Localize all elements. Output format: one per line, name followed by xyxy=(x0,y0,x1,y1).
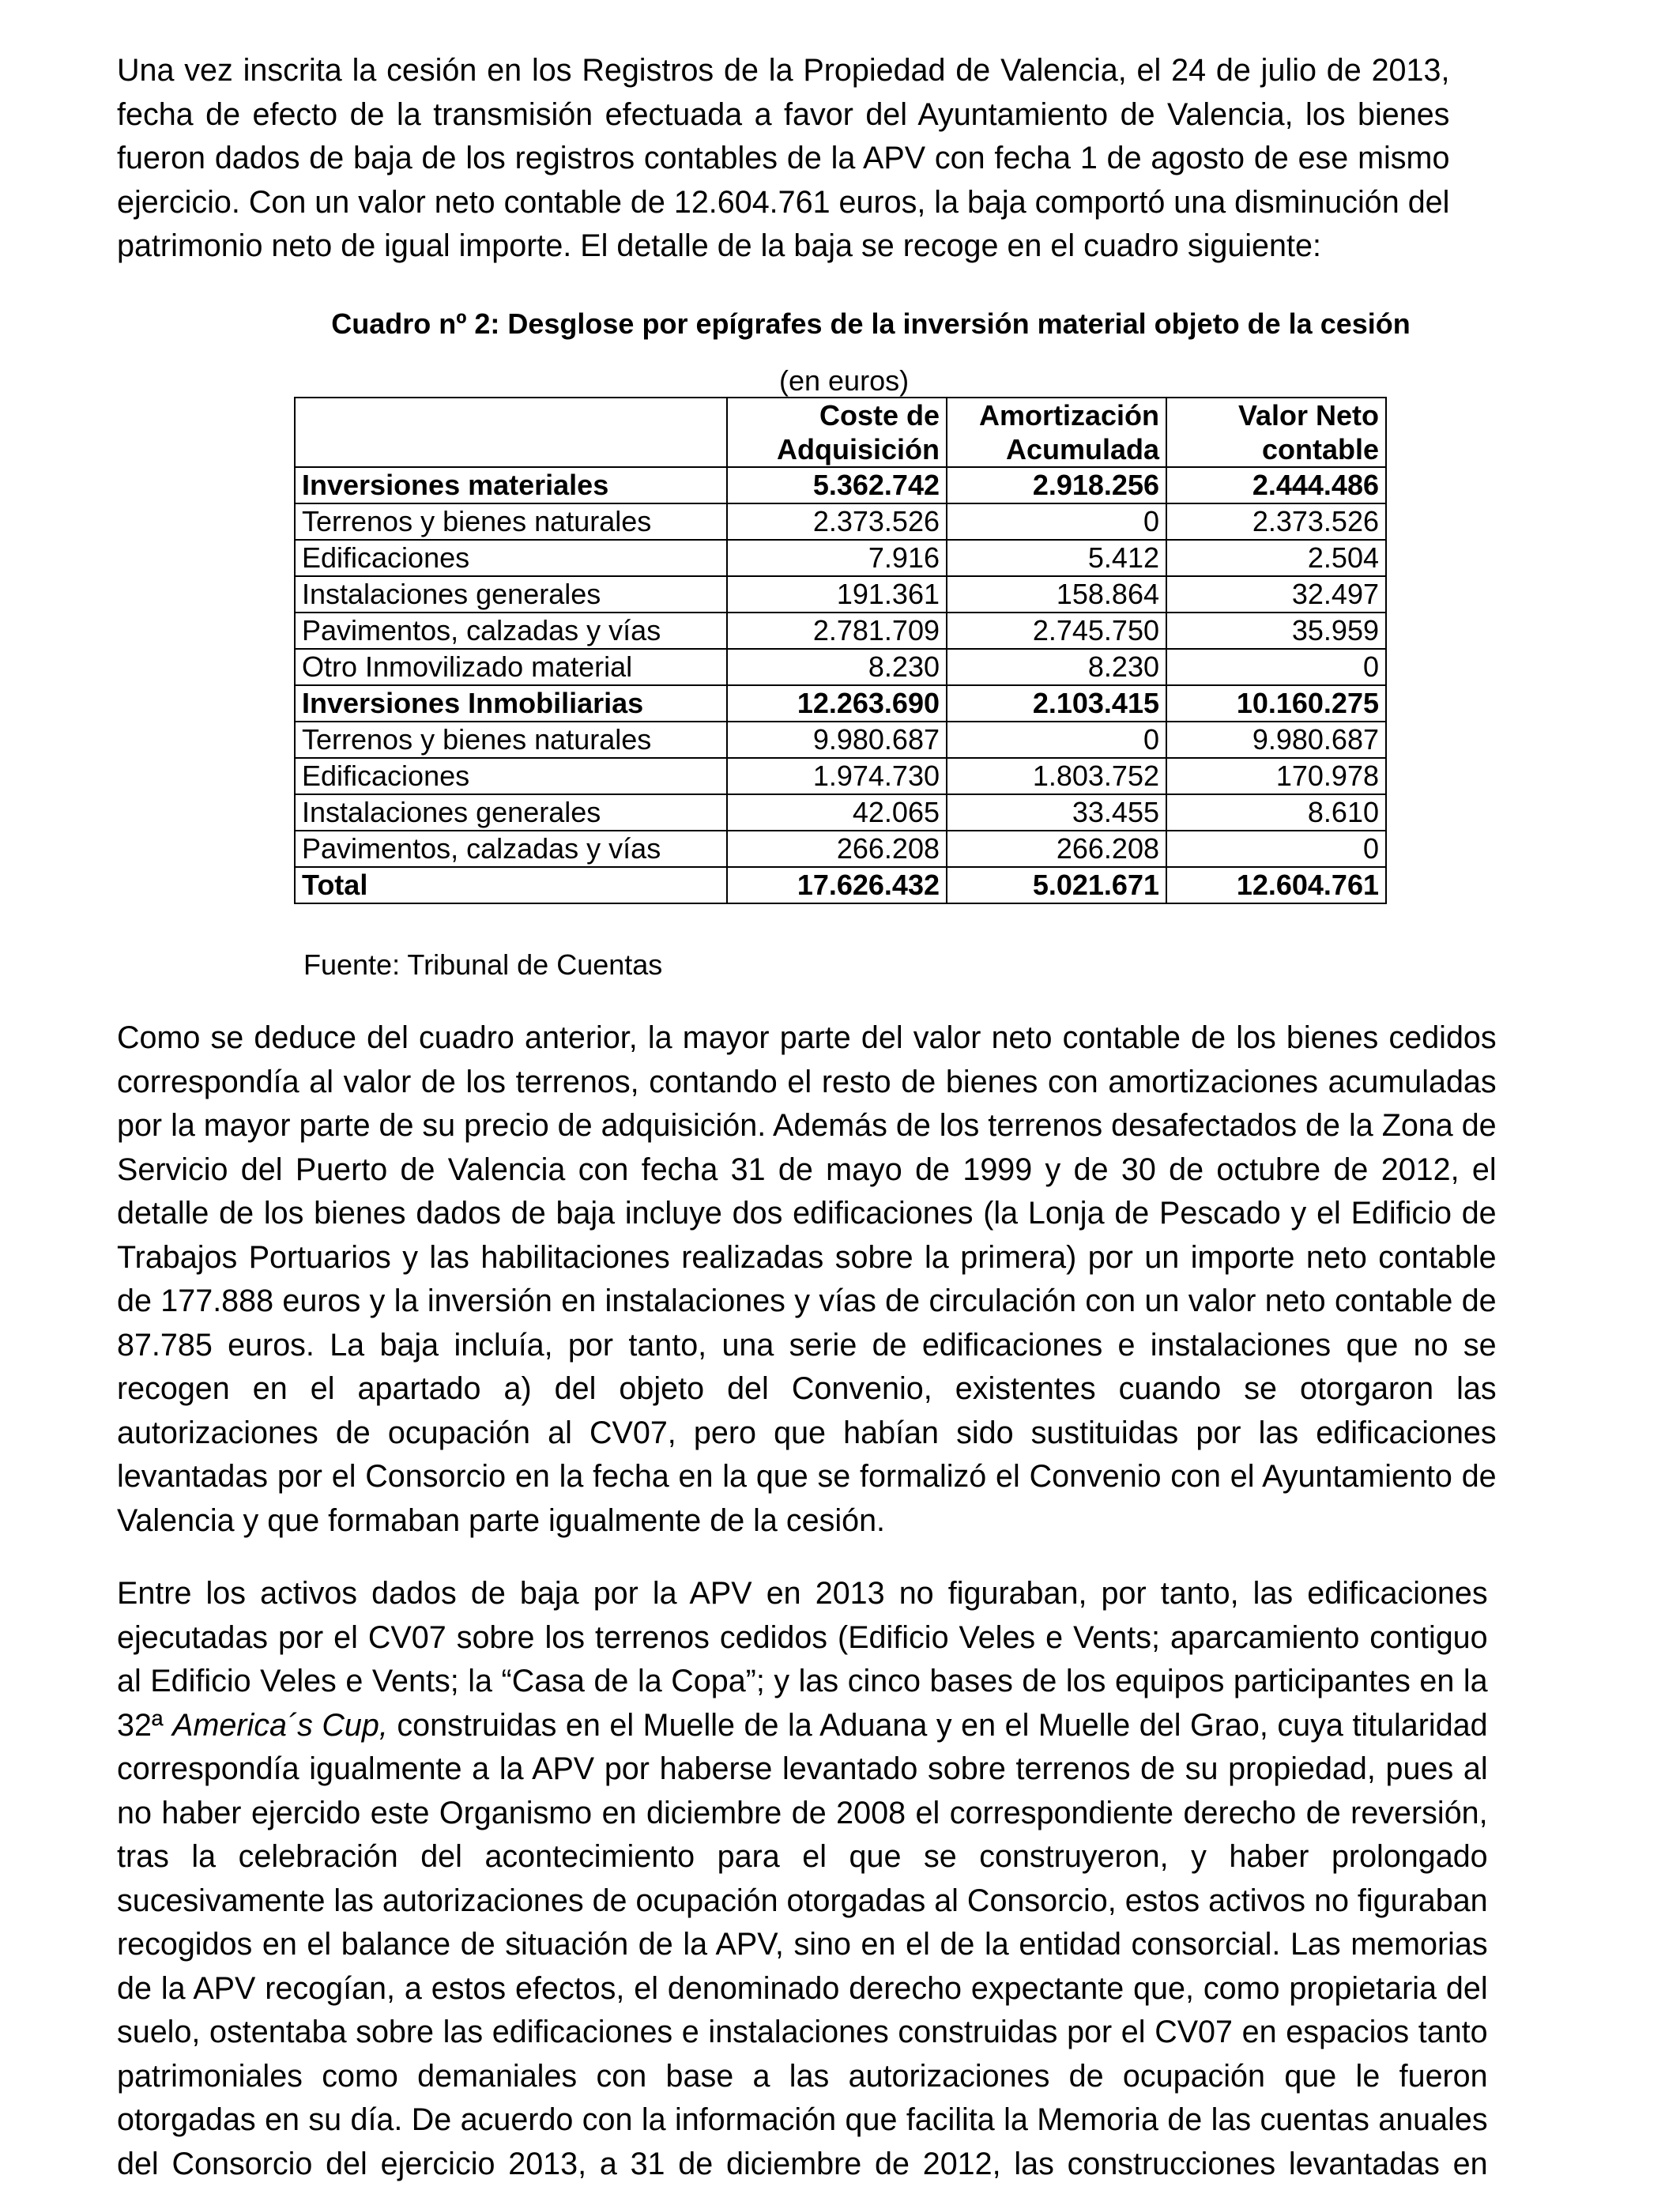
text-line: del Consorcio del ejercicio 2013, a 31 de diciembre de 2012, las construcciones levantadas en xyxy=(117,2146,1488,2181)
header-coste xyxy=(727,398,947,467)
event-name: America´s Cup, xyxy=(172,1707,388,1743)
text-line-mixed xyxy=(117,1704,1488,1748)
table-title: Cuadro nº 2: Desglose por epígrafes de la inversión material objeto de la cesión xyxy=(331,307,1411,340)
cell-coste: 42.065 xyxy=(727,794,947,831)
cell-coste: 5.362.742 xyxy=(727,467,947,503)
row-label: Otro Inmovilizado material xyxy=(295,649,727,685)
cell-amortizacion: 2.103.415 xyxy=(947,685,1166,722)
cell-amortizacion: 5.021.671 xyxy=(947,867,1166,903)
table-header-row xyxy=(295,398,1386,467)
table-row xyxy=(295,685,1386,722)
table-body xyxy=(295,467,1386,903)
header-valor-neto-line2: contable xyxy=(1261,433,1379,466)
table-row xyxy=(295,867,1386,903)
cell-valor-neto: 0 xyxy=(1166,649,1386,685)
cell-amortizacion: 266.208 xyxy=(947,831,1166,867)
cell-coste: 266.208 xyxy=(727,831,947,867)
text-line: levantadas por el Consorcio en la fecha en la que se formalizó el Convenio con el Ayuntamiento de xyxy=(117,1459,1497,1494)
text-line: Entre los activos dados de baja por la APV en 2013 no figuraban, por tanto, las edificaciones xyxy=(117,1576,1488,1611)
text-line: recogen en el apartado a) del objeto del Convenio, existentes cuando se otorgaron las xyxy=(117,1371,1497,1406)
text-line: Trabajos Portuarios y las habilitaciones realizadas sobre la primera) por un importe neto contable xyxy=(117,1239,1497,1275)
cell-valor-neto: 0 xyxy=(1166,831,1386,867)
row-label: Total xyxy=(295,867,727,903)
row-label: Inversiones materiales xyxy=(295,467,727,503)
table-row xyxy=(295,649,1386,685)
cell-valor-neto: 2.444.486 xyxy=(1166,467,1386,503)
cell-valor-neto: 12.604.761 xyxy=(1166,867,1386,903)
cell-amortizacion: 2.918.256 xyxy=(947,467,1166,503)
text-line: detalle de los bienes dados de baja incluye dos edificaciones (la Lonja de Pescado y el Edificio de xyxy=(117,1196,1497,1231)
cell-amortizacion: 5.412 xyxy=(947,540,1166,576)
cell-coste: 2.781.709 xyxy=(727,613,947,649)
text-line: por la mayor parte de su precio de adquisición. Además de los terrenos desafectados de la Zona de xyxy=(117,1108,1497,1143)
text-line: correspondía al valor de los terrenos, contando el resto de bienes con amortizaciones acumuladas xyxy=(117,1064,1497,1099)
paragraph-analysis xyxy=(117,1016,1497,1543)
table-row xyxy=(295,722,1386,758)
table-row xyxy=(295,540,1386,576)
cell-valor-neto: 2.504 xyxy=(1166,540,1386,576)
text-line: fecha de efecto de la transmisión efectuada a favor del Ayuntamiento de Valencia, los bienes xyxy=(117,96,1450,132)
cell-valor-neto: 35.959 xyxy=(1166,613,1386,649)
row-label: Edificaciones xyxy=(295,540,727,576)
row-label: Instalaciones generales xyxy=(295,794,727,831)
text-line: correspondía igualmente a la APV por haberse levantado sobre terrenos de su propiedad, pues al xyxy=(117,1751,1488,1786)
table-row xyxy=(295,794,1386,831)
cell-valor-neto: 8.610 xyxy=(1166,794,1386,831)
cell-coste: 1.974.730 xyxy=(727,758,947,794)
cell-coste: 2.373.526 xyxy=(727,503,947,540)
row-label: Edificaciones xyxy=(295,758,727,794)
row-label: Pavimentos, calzadas y vías xyxy=(295,831,727,867)
row-label: Inversiones Inmobiliarias xyxy=(295,685,727,722)
table-row xyxy=(295,467,1386,503)
cell-coste: 7.916 xyxy=(727,540,947,576)
text-line: fueron dados de baja de los registros contables de la APV con fecha 1 de agosto de ese mismo xyxy=(117,141,1450,175)
header-amortizacion xyxy=(947,398,1166,467)
text-line: recogidos en el balance de situación de la APV, sino en el de la entidad consorcial. Las memorias xyxy=(117,1927,1488,1962)
table-row xyxy=(295,758,1386,794)
text-line: ejecutadas por el CV07 sobre los terrenos cedidos (Edificio Veles e Vents; aparcamiento contiguo xyxy=(117,1619,1488,1655)
cell-valor-neto: 2.373.526 xyxy=(1166,503,1386,540)
table-source: Fuente: Tribunal de Cuentas xyxy=(303,948,663,981)
text-line: 87.785 euros. La baja incluía, por tanto, una serie de edificaciones e instalaciones que no se xyxy=(117,1327,1497,1363)
row-label: Terrenos y bienes naturales xyxy=(295,503,727,540)
header-coste-line2: Adquisición xyxy=(777,433,940,466)
cell-valor-neto: 32.497 xyxy=(1166,576,1386,613)
text-line: Valencia y que formaban parte igualmente de la cesión. xyxy=(117,1502,886,1538)
header-amortizacion-line2: Acumulada xyxy=(1005,433,1159,466)
cell-amortizacion: 8.230 xyxy=(947,649,1166,685)
header-coste-line1: Coste de xyxy=(819,399,940,432)
row-label: Terrenos y bienes naturales xyxy=(295,722,727,758)
cell-coste: 12.263.690 xyxy=(727,685,947,722)
text-line: no haber ejercido este Organismo en diciembre de 2008 el correspondiente derecho de reversión, xyxy=(117,1795,1488,1830)
cell-amortizacion: 158.864 xyxy=(947,576,1166,613)
cell-valor-neto: 10.160.275 xyxy=(1166,685,1386,722)
cell-valor-neto: 9.980.687 xyxy=(1166,722,1386,758)
table-row xyxy=(295,831,1386,867)
text-line: otorgadas en su día. De acuerdo con la información que facilita la Memoria de las cuentas anuales xyxy=(117,2102,1488,2137)
cell-coste: 8.230 xyxy=(727,649,947,685)
cell-amortizacion: 0 xyxy=(947,503,1166,540)
row-label: Instalaciones generales xyxy=(295,576,727,613)
header-valor-neto xyxy=(1166,398,1386,467)
cell-coste: 9.980.687 xyxy=(727,722,947,758)
text-fragment: construidas en el Muelle de la Aduana y en el Muelle del Grao, cuya titularidad xyxy=(387,1707,1488,1743)
header-amortizacion-line1: Amortización xyxy=(978,399,1159,432)
table-row xyxy=(295,576,1386,613)
text-line: patrimoniales como demaniales con base a las autorizaciones de ocupación que le fueron xyxy=(117,2058,1488,2094)
table-row xyxy=(295,613,1386,649)
cell-coste: 191.361 xyxy=(727,576,947,613)
row-label: Pavimentos, calzadas y vías xyxy=(295,613,727,649)
text-line: Servicio del Puerto de Valencia con fecha 31 de mayo de 1999 y de 30 de octubre de 2012, el xyxy=(117,1152,1497,1187)
cell-coste: 17.626.432 xyxy=(727,867,947,903)
cell-amortizacion: 2.745.750 xyxy=(947,613,1166,649)
text-line: suelo, ostentaba sobre las edificaciones e instalaciones construidas por el CV07 en espacios tanto xyxy=(117,2015,1488,2049)
cell-amortizacion: 0 xyxy=(947,722,1166,758)
text-line: de la APV recogían, a estos efectos, el denominado derecho expectante que, como propietaria del xyxy=(117,1970,1488,2006)
table-units: (en euros) xyxy=(779,364,910,397)
header-valor-neto-line1: Valor Neto xyxy=(1237,399,1379,432)
table-row xyxy=(295,503,1386,540)
text-line: al Edificio Veles e Vents; la “Casa de la Copa”; y las cinco bases de los equipos participantes en la xyxy=(117,1664,1488,1698)
cell-valor-neto: 170.978 xyxy=(1166,758,1386,794)
header-empty-cell xyxy=(295,398,727,467)
text-line: Una vez inscrita la cesión en los Registros de la Propiedad de Valencia, el 24 de julio de 2013, xyxy=(117,53,1450,88)
text-line: patrimonio neto de igual importe. El detalle de la baja se recoge en el cuadro siguiente: xyxy=(117,228,1321,263)
cell-amortizacion: 1.803.752 xyxy=(947,758,1166,794)
text-line: autorizaciones de ocupación al CV07, pero que habían sido sustituidas por las edificaciones xyxy=(117,1415,1497,1450)
paragraph-intro xyxy=(117,49,1449,269)
text-line: tras la celebración del acontecimiento para el que se construyeron, y haber prolongado xyxy=(117,1839,1488,1874)
text-line: de 177.888 euros y la inversión en instalaciones y vías de circulación con un valor neto contable de xyxy=(117,1284,1497,1318)
text-line: ejercicio. Con un valor neto contable de 12.604.761 euros, la baja comportó una disminución del xyxy=(117,184,1450,220)
text-line: Como se deduce del cuadro anterior, la mayor parte del valor neto contable de los bienes cedidos xyxy=(117,1020,1497,1055)
paragraph-assets xyxy=(117,1572,1488,2186)
ordinal-text: 32ª xyxy=(117,1707,173,1743)
breakdown-table xyxy=(294,397,1387,904)
text-line: sucesivamente las autorizaciones de ocupación otorgadas al Consorcio, estos activos no figuraban xyxy=(117,1883,1488,1918)
cell-amortizacion: 33.455 xyxy=(947,794,1166,831)
